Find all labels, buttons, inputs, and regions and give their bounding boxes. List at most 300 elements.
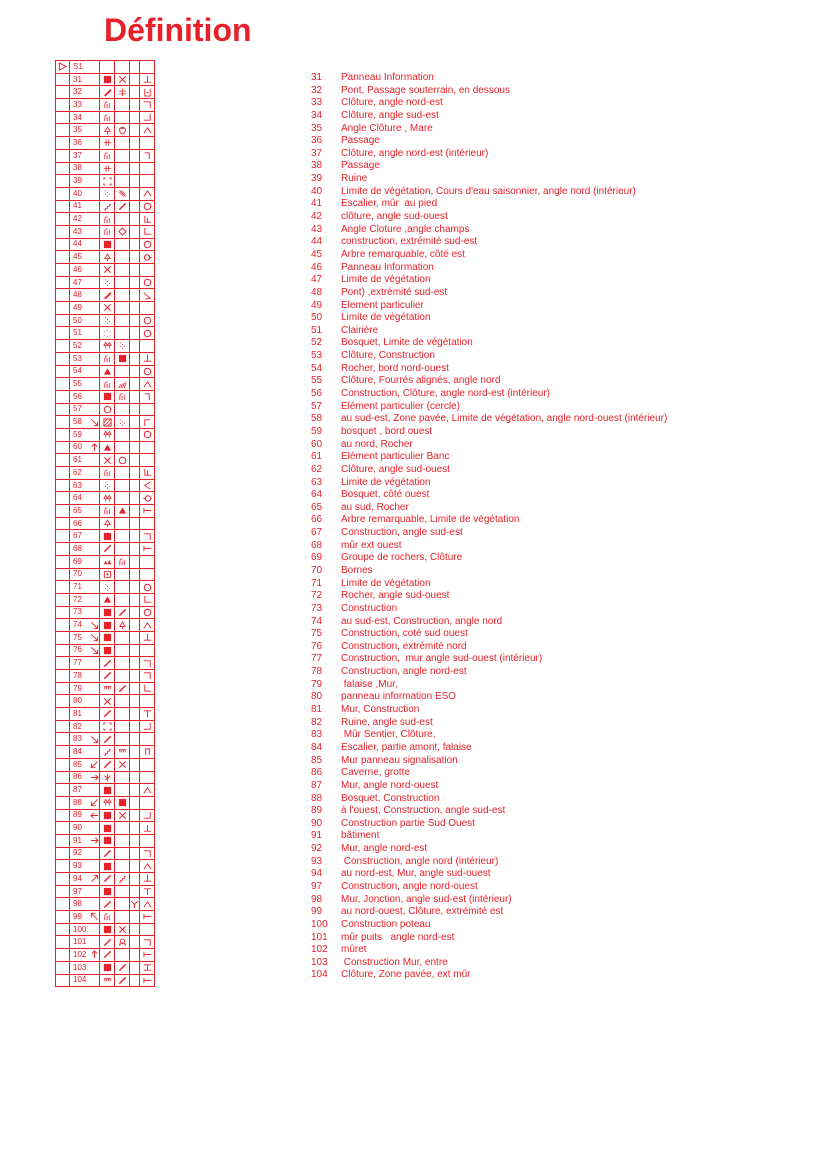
- direction-cell: [56, 644, 70, 657]
- definition-text: Clairière: [341, 324, 379, 336]
- definition-text: Limite de végétation: [341, 312, 431, 324]
- dimension-cell: [130, 708, 140, 721]
- table-row: [56, 441, 155, 454]
- number-cell: [70, 758, 100, 771]
- dimension-cell: [130, 898, 140, 911]
- detail-cell: [115, 149, 130, 162]
- location-cell: [140, 225, 155, 238]
- definition-item: [311, 969, 667, 982]
- definition-text: Mur, angle nord-est: [341, 843, 428, 855]
- number-cell: [70, 593, 100, 606]
- definition-number: 37: [311, 147, 323, 159]
- location-cell: [140, 784, 155, 797]
- definition-text: Mur, Jonction, angle sud-est (intérieur): [341, 893, 512, 905]
- square-icon: [103, 392, 112, 401]
- control-number: 68: [73, 543, 82, 553]
- direction-cell: [56, 378, 70, 391]
- definition-item: [311, 755, 667, 768]
- direction-cell: [56, 530, 70, 543]
- corner-ne-icon: [143, 532, 152, 541]
- number-cell: [70, 264, 100, 277]
- feature-cell: [100, 606, 115, 619]
- feature-cell: [100, 441, 115, 454]
- paved-icon: [103, 418, 112, 427]
- location-cell: [140, 505, 155, 518]
- feature-cell: [100, 390, 115, 403]
- circle-icon: [143, 430, 152, 439]
- control-number: 72: [73, 594, 82, 604]
- double-bar-icon: [143, 747, 152, 756]
- direction-cell: [56, 441, 70, 454]
- number-with-direction: [73, 418, 99, 427]
- feature-cell: [100, 352, 115, 365]
- feature-cell: [100, 923, 115, 936]
- number-cell: [70, 581, 100, 594]
- square-icon: [103, 824, 112, 833]
- direction-cell: [56, 238, 70, 251]
- feature-cell: [100, 695, 115, 708]
- start-symbol-cell: [56, 61, 70, 74]
- dimension-cell: [130, 606, 140, 619]
- control-number: 84: [73, 746, 82, 756]
- dimension-cell: [130, 670, 140, 683]
- definition-number: 60: [311, 438, 323, 450]
- location-cell: [140, 340, 155, 353]
- definition-item: [311, 957, 667, 970]
- feature-cell: [100, 834, 115, 847]
- definition-item: [311, 401, 667, 414]
- dimension-cell: [130, 175, 140, 188]
- dimension-cell: [130, 822, 140, 835]
- definition-number: 93: [311, 855, 323, 867]
- location-cell: [140, 251, 155, 264]
- definition-text: Passage: [341, 160, 380, 172]
- wall-icon: [103, 874, 112, 883]
- dimension-cell: [130, 809, 140, 822]
- location-cell: [140, 746, 155, 759]
- number-cell: [70, 479, 100, 492]
- number-cell: [70, 314, 100, 327]
- direction-cell: [56, 885, 70, 898]
- square-icon: [103, 621, 112, 630]
- definition-item: [311, 578, 667, 591]
- definition-text: Arbre remarquable, côté est: [341, 248, 465, 260]
- definition-number: 85: [311, 754, 323, 766]
- feature-cell: [100, 378, 115, 391]
- definition-text: Elément particulier (cercle): [341, 400, 460, 412]
- circle-icon: [143, 583, 152, 592]
- table-row: [56, 733, 155, 746]
- definition-item: [311, 274, 667, 287]
- cross-icon: [118, 75, 127, 84]
- table-row: [56, 124, 155, 137]
- detail-cell: [115, 796, 130, 809]
- definition-number: 73: [311, 602, 323, 614]
- square-icon: [103, 963, 112, 972]
- detail-cell: [115, 530, 130, 543]
- detail-cell: [115, 505, 130, 518]
- control-number: 66: [73, 518, 82, 528]
- dimension-cell: [130, 784, 140, 797]
- definition-text: Angle Cloture ,angle champs: [341, 223, 470, 235]
- feature-cell: [100, 111, 115, 124]
- location-cell: [140, 581, 155, 594]
- triangle-icon: [103, 367, 112, 376]
- number-cell: [70, 949, 100, 962]
- location-cell: [140, 162, 155, 175]
- detail-cell: [115, 200, 130, 213]
- feature-cell: [100, 428, 115, 441]
- wall-icon: [118, 976, 127, 985]
- veg-icon: [103, 468, 112, 477]
- corner-ne-i-icon: [143, 151, 152, 160]
- table-row: [56, 796, 155, 809]
- definition-number: 86: [311, 767, 323, 779]
- dimension-cell: [130, 758, 140, 771]
- definition-number: 79: [311, 678, 323, 690]
- location-cell: [140, 593, 155, 606]
- control-number: 75: [73, 632, 82, 642]
- number-with-direction: [73, 646, 99, 655]
- control-number: 38: [73, 163, 82, 173]
- feature-cell: [100, 517, 115, 530]
- number-cell: [70, 784, 100, 797]
- definition-item: [311, 552, 667, 565]
- control-number: 79: [73, 683, 82, 693]
- table-row: [56, 378, 155, 391]
- definition-number: 69: [311, 552, 323, 564]
- location-cell: [140, 860, 155, 873]
- control-number: 33: [73, 99, 82, 109]
- bollard-icon: [103, 570, 112, 579]
- triangle-icon: [118, 506, 127, 515]
- detail-cell: [115, 124, 130, 137]
- feature-cell: [100, 568, 115, 581]
- control-number: 76: [73, 645, 82, 655]
- location-cell: [140, 657, 155, 670]
- definition-number: 35: [311, 122, 323, 134]
- definition-item: [311, 262, 667, 275]
- definition-text: Ruine, angle sud-est: [341, 716, 433, 728]
- definition-item: [311, 211, 667, 224]
- feature-cell: [100, 505, 115, 518]
- direction-cell: [56, 175, 70, 188]
- cross-icon: [118, 925, 127, 934]
- dimension-cell: [130, 162, 140, 175]
- dimension-cell: [130, 555, 140, 568]
- control-number: 34: [73, 112, 82, 122]
- definition-text: Clôture, angle sud-ouest: [341, 463, 450, 475]
- detail-cell: [115, 898, 130, 911]
- definition-text: Construction Mur, entre: [341, 956, 448, 968]
- number-cell: [70, 416, 100, 429]
- definition-number: 88: [311, 792, 323, 804]
- definition-item: [311, 780, 667, 793]
- dimension-cell: [130, 352, 140, 365]
- location-cell: [140, 314, 155, 327]
- feature-cell: [100, 162, 115, 175]
- table-row: [56, 302, 155, 315]
- direction-cell: [56, 479, 70, 492]
- arrow-n-icon: [90, 443, 99, 452]
- control-number: 50: [73, 315, 82, 325]
- direction-cell: [56, 555, 70, 568]
- table-row: [56, 860, 155, 873]
- dimension-cell: [130, 492, 140, 505]
- circle-icon: [118, 456, 127, 465]
- definition-number: 45: [311, 248, 323, 260]
- rocks-icon: [103, 557, 112, 566]
- number-cell: [70, 111, 100, 124]
- location-cell: [140, 695, 155, 708]
- stairs-icon: [103, 202, 112, 211]
- circle-icon: [143, 202, 152, 211]
- feature-cell: [100, 149, 115, 162]
- feature-cell: [100, 885, 115, 898]
- direction-cell: [56, 822, 70, 835]
- control-number: 61: [73, 455, 82, 465]
- definition-text: Escalier, mûr au pied: [341, 198, 438, 210]
- table-row: [56, 352, 155, 365]
- control-number: 53: [73, 353, 82, 363]
- dimension-cell: [130, 885, 140, 898]
- definition-number: 36: [311, 135, 323, 147]
- direction-cell: [56, 606, 70, 619]
- bosquet-icon: [103, 341, 112, 350]
- direction-cell: [56, 340, 70, 353]
- definition-text: mûret: [341, 944, 367, 956]
- direction-cell: [56, 390, 70, 403]
- tee-down-icon: [143, 887, 152, 896]
- control-number: 57: [73, 404, 82, 414]
- location-cell: [140, 517, 155, 530]
- feature-cell: [100, 365, 115, 378]
- control-number: 90: [73, 823, 82, 833]
- junction-up-icon: [143, 354, 152, 363]
- definition-item: [311, 97, 667, 110]
- location-cell: [140, 555, 155, 568]
- location-cell: [140, 606, 155, 619]
- cross-icon: [103, 265, 112, 274]
- wall-icon: [103, 544, 112, 553]
- corner-se-icon: [143, 811, 152, 820]
- angle-up-icon: [143, 189, 152, 198]
- dimension-cell: [130, 593, 140, 606]
- detail-cell: [115, 720, 130, 733]
- number-cell: [70, 809, 100, 822]
- feature-cell: [100, 289, 115, 302]
- corner-ne-icon: [143, 849, 152, 858]
- tree-icon: [103, 519, 112, 528]
- cliff-icon: [103, 684, 112, 693]
- table-row: [56, 467, 155, 480]
- number-cell: [70, 289, 100, 302]
- definition-text: Clôture, angle nord-est: [341, 97, 443, 109]
- definition-item: [311, 464, 667, 477]
- tee-left-icon: [143, 506, 152, 515]
- feature-cell: [100, 847, 115, 860]
- location-cell: [140, 416, 155, 429]
- dimension-cell: [130, 225, 140, 238]
- detail-cell: [115, 302, 130, 315]
- location-cell: [140, 276, 155, 289]
- number-with-direction: [73, 798, 99, 807]
- detail-cell: [115, 911, 130, 924]
- detail-cell: [115, 289, 130, 302]
- direction-cell: [56, 923, 70, 936]
- dimension-cell: [130, 682, 140, 695]
- direction-cell: [56, 187, 70, 200]
- table-row: [56, 657, 155, 670]
- detail-cell: [115, 352, 130, 365]
- dimension-cell: [130, 213, 140, 226]
- detail-cell: [115, 340, 130, 353]
- direction-cell: [56, 860, 70, 873]
- definition-text: Mur panneau signalisation: [341, 754, 458, 766]
- number-cell: [70, 543, 100, 556]
- definition-number: 66: [311, 514, 323, 526]
- table-row: [56, 555, 155, 568]
- control-number: 77: [73, 658, 82, 668]
- dimension-cell: [130, 657, 140, 670]
- detail-cell: [115, 923, 130, 936]
- location-cell: [140, 834, 155, 847]
- definition-item: [311, 881, 667, 894]
- definition-item: [311, 477, 667, 490]
- direction-cell: [56, 911, 70, 924]
- control-number: 47: [73, 277, 82, 287]
- table-row: [56, 949, 155, 962]
- arrow-ne-icon: [90, 874, 99, 883]
- number-cell: [70, 428, 100, 441]
- definition-number: 98: [311, 893, 323, 905]
- table-row: [56, 847, 155, 860]
- detail-cell: [115, 441, 130, 454]
- square-icon: [103, 862, 112, 871]
- location-cell: [140, 644, 155, 657]
- control-number: 51: [73, 328, 82, 338]
- control-number: 97: [73, 886, 82, 896]
- location-cell: [140, 949, 155, 962]
- dimension-cell: [130, 365, 140, 378]
- definition-text: au nord-est, Mur, angle sud-ouest: [341, 868, 491, 880]
- tee-left-icon: [143, 912, 152, 921]
- number-with-direction: [73, 760, 99, 769]
- location-cell: [140, 86, 155, 99]
- feature-cell: [100, 746, 115, 759]
- dimension-cell: [130, 961, 140, 974]
- control-number: 52: [73, 340, 82, 350]
- location-cell: [140, 873, 155, 886]
- number-cell: [70, 834, 100, 847]
- junction-up-icon: [143, 874, 152, 883]
- number-with-direction: [73, 633, 99, 642]
- cliff-icon: [103, 976, 112, 985]
- number-with-direction: [73, 874, 99, 883]
- definition-number: 33: [311, 97, 323, 109]
- feature-cell: [100, 619, 115, 632]
- circle-icon: [143, 367, 152, 376]
- location-cell: [140, 923, 155, 936]
- definition-number: 52: [311, 337, 323, 349]
- definition-item: [311, 413, 667, 426]
- control-number: 63: [73, 480, 82, 490]
- number-cell: [70, 225, 100, 238]
- location-cell: [140, 302, 155, 315]
- definition-text: au sud, Rocher: [341, 501, 409, 513]
- definition-item: [311, 85, 667, 98]
- definition-text: Limite de végétation: [341, 577, 431, 589]
- location-cell: [140, 200, 155, 213]
- angle-up-icon: [143, 862, 152, 871]
- number-cell: [70, 898, 100, 911]
- feature-cell: [100, 670, 115, 683]
- definition-item: [311, 249, 667, 262]
- bosquet-icon: [103, 430, 112, 439]
- triangle-flag-icon: [58, 62, 67, 71]
- square-icon: [103, 836, 112, 845]
- definition-item: [311, 451, 667, 464]
- definition-text: au nord-ouest, Clôture, extrémité est: [341, 906, 504, 918]
- definition-number: 87: [311, 779, 323, 791]
- number-cell: [70, 175, 100, 188]
- table-row: [56, 720, 155, 733]
- definition-item: [311, 729, 667, 742]
- veg-icon: [103, 113, 112, 122]
- number-cell: [70, 961, 100, 974]
- direction-cell: [56, 251, 70, 264]
- control-number: 104: [73, 975, 87, 985]
- definition-number: 43: [311, 223, 323, 235]
- definition-item: [311, 514, 667, 527]
- tee-down-icon: [143, 709, 152, 718]
- number-cell: [70, 251, 100, 264]
- definition-number: 99: [311, 906, 323, 918]
- direction-cell: [56, 695, 70, 708]
- detail-cell: [115, 695, 130, 708]
- junction-up-icon: [143, 75, 152, 84]
- feature-cell: [100, 961, 115, 974]
- feature-cell: [100, 555, 115, 568]
- dimension-cell: [130, 302, 140, 315]
- detail-cell: [115, 631, 130, 644]
- control-number: 100: [73, 924, 87, 934]
- location-cell: [140, 911, 155, 924]
- definition-item: [311, 173, 667, 186]
- dimension-cell: [130, 796, 140, 809]
- bridge-icon: [118, 88, 127, 97]
- definition-item: [311, 944, 667, 957]
- table-row: [56, 416, 155, 429]
- detail-cell: [115, 784, 130, 797]
- definition-text: Construction, coté sud ouest: [341, 628, 468, 640]
- control-number: 70: [73, 569, 82, 579]
- definition-number: 101: [311, 931, 328, 943]
- definition-text: au sud-est, Zone pavée, Limite de végétation, angle nord-ouest (intérieur): [341, 413, 668, 425]
- arrow-se-icon: [90, 633, 99, 642]
- number-cell: [70, 860, 100, 873]
- cliff-icon: [118, 747, 127, 756]
- feature-cell: [100, 949, 115, 962]
- wall-icon: [103, 849, 112, 858]
- definition-text: Mur, Construction: [341, 704, 420, 716]
- dimension-cell: [130, 441, 140, 454]
- detail-cell: [115, 771, 130, 784]
- location-cell: [140, 479, 155, 492]
- definition-item: [311, 375, 667, 388]
- veg-icon: [103, 227, 112, 236]
- control-number: 87: [73, 785, 82, 795]
